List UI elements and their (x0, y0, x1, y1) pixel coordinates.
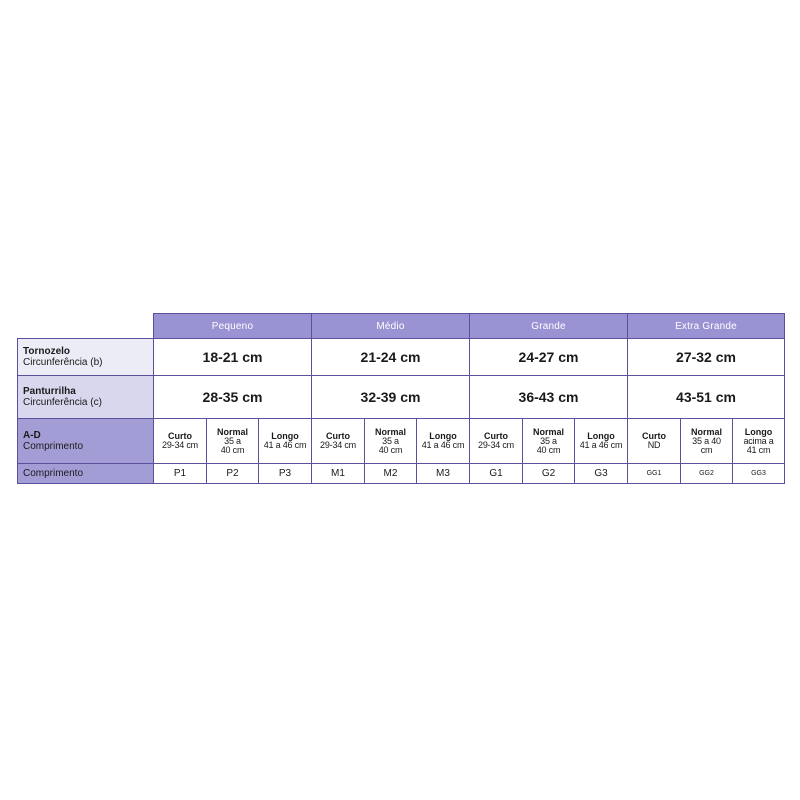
length-range: 29-34 cm (478, 440, 514, 450)
size-code-m2: M2 (365, 464, 417, 484)
ankle-value-grande: 24-27 cm (470, 339, 628, 376)
calf-title: Panturrilha (23, 386, 76, 397)
length-range: 41 a 46 cm (263, 440, 307, 450)
length-type: Curto (326, 431, 350, 441)
length-cell-g2 (523, 419, 575, 464)
length-range: 40 cm (220, 444, 245, 455)
ankle-row (18, 339, 785, 376)
length-range: 40 cm (536, 444, 561, 455)
ankle-subtitle: Circunferência (b) (23, 357, 103, 368)
calf-subtitle: Circunferência (c) (23, 397, 102, 408)
size-code-p3: P3 (259, 464, 312, 484)
length-type: Longo (271, 431, 299, 441)
length-label (18, 419, 154, 464)
length-range: 29-34 cm (162, 440, 198, 450)
length-type: Normal (216, 426, 248, 437)
size-code-gg2: GG2 (681, 464, 733, 484)
size-chart-table (17, 313, 785, 484)
length-cell-p3 (259, 419, 312, 464)
empty-corner (18, 314, 154, 339)
size-code-m1: M1 (312, 464, 365, 484)
group-header-medio: Médio (312, 314, 470, 339)
code-row (18, 464, 785, 484)
length-range: 35 a (382, 435, 399, 446)
length-cell-g1 (470, 419, 523, 464)
length-range: 29-34 cm (320, 440, 356, 450)
length-cell-gg3 (733, 419, 785, 464)
size-code-g1: G1 (470, 464, 523, 484)
length-type: Normal (532, 426, 564, 437)
calf-value-pequeno: 28-35 cm (154, 376, 312, 419)
length-range: cm (700, 444, 713, 455)
length-range: 35 a (224, 435, 241, 446)
length-type: Curto (642, 431, 666, 441)
length-range: 41 cm (746, 444, 771, 455)
length-cell-gg2 (681, 419, 733, 464)
size-code-g3: G3 (575, 464, 628, 484)
length-type: Curto (168, 431, 192, 441)
header-row (18, 314, 785, 339)
code-label: Comprimento (18, 464, 154, 484)
ankle-value-extra-grande: 27-32 cm (628, 339, 785, 376)
length-type: Normal (690, 426, 722, 437)
length-type: Curto (484, 431, 508, 441)
calf-value-grande: 36-43 cm (470, 376, 628, 419)
length-range: 35 a 40 (692, 435, 721, 446)
calf-row (18, 376, 785, 419)
length-range: ND (647, 440, 661, 450)
group-header-pequeno: Pequeno (154, 314, 312, 339)
size-code-gg1: GG1 (628, 464, 681, 484)
length-cell-p2 (207, 419, 259, 464)
length-cell-g3 (575, 419, 628, 464)
size-code-p2: P2 (207, 464, 259, 484)
length-subtitle: Comprimento (23, 441, 84, 452)
size-code-p1: P1 (154, 464, 207, 484)
length-range: 35 a (540, 435, 557, 446)
length-range: acima a (743, 435, 774, 446)
length-type: Longo (429, 431, 457, 441)
calf-label (18, 376, 154, 419)
length-range: 41 a 46 cm (421, 440, 465, 450)
size-code-m3: M3 (417, 464, 470, 484)
length-type: Normal (374, 426, 406, 437)
length-range: 40 cm (378, 444, 403, 455)
size-code-g2: G2 (523, 464, 575, 484)
length-type: Longo (744, 426, 773, 437)
size-code-gg3: GG3 (733, 464, 785, 484)
group-header-extra-grande: Extra Grande (628, 314, 785, 339)
length-title: A-D (23, 430, 41, 441)
ankle-title: Tornozelo (23, 346, 71, 357)
length-row (18, 419, 785, 464)
length-cell-gg1 (628, 419, 681, 464)
length-cell-m1 (312, 419, 365, 464)
length-cell-p1 (154, 419, 207, 464)
ankle-value-medio: 21-24 cm (312, 339, 470, 376)
length-cell-m2 (365, 419, 417, 464)
calf-value-extra-grande: 43-51 cm (628, 376, 785, 419)
ankle-value-pequeno: 18-21 cm (154, 339, 312, 376)
length-range: 41 a 46 cm (579, 440, 623, 450)
length-cell-m3 (417, 419, 470, 464)
calf-value-medio: 32-39 cm (312, 376, 470, 419)
ankle-label (18, 339, 154, 376)
group-header-grande: Grande (470, 314, 628, 339)
length-type: Longo (587, 431, 615, 441)
